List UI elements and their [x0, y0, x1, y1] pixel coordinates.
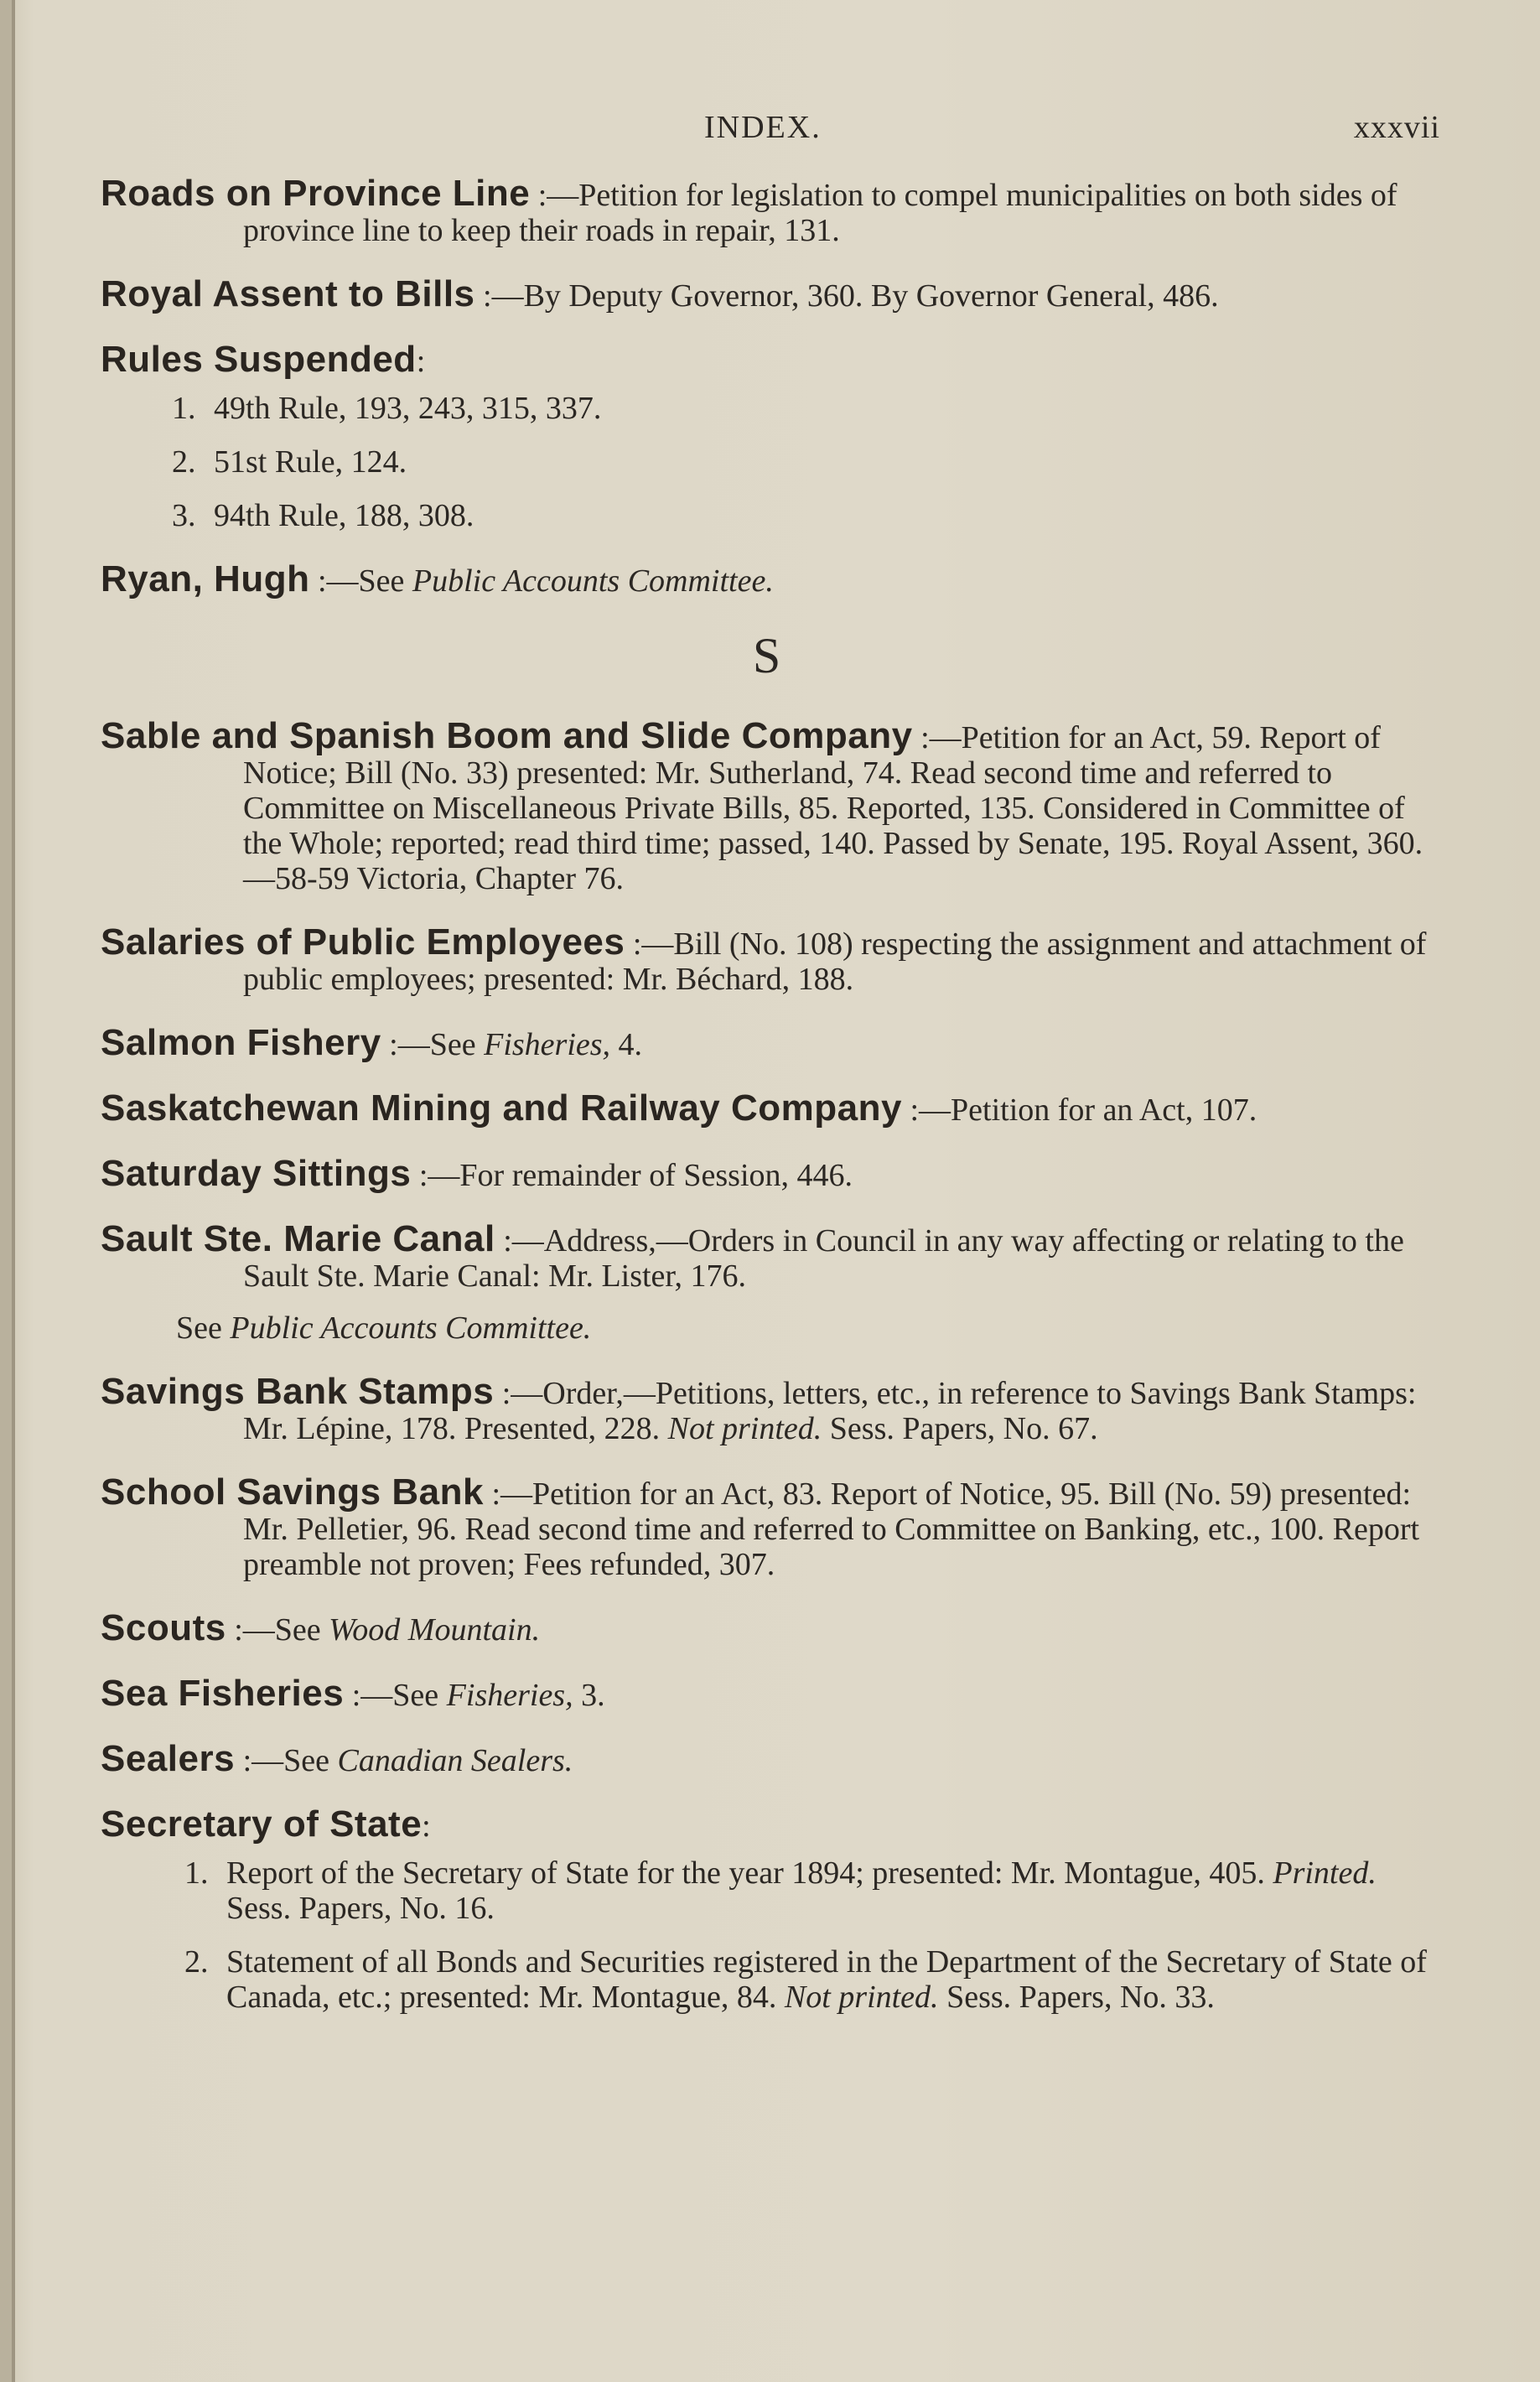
entry-secretary [101, 1803, 1434, 2015]
entry-heading: Sea Fisheries [101, 1673, 345, 1714]
running-head-title: INDEX. [704, 110, 822, 145]
section-letter: S [752, 628, 782, 683]
entry-heading: Scouts [101, 1607, 226, 1648]
entry-heading: School Savings Bank [101, 1471, 484, 1513]
entry-salaries [101, 921, 1434, 997]
entry-sable [101, 715, 1434, 896]
entry-text: :—For remainder of Session, 446. [418, 1158, 853, 1193]
entry-text: :—Petition for an Act, 107. [910, 1092, 1257, 1128]
secretary-list [101, 1855, 1434, 2015]
item-number: 1. [184, 1855, 209, 1891]
list-item [101, 1855, 1434, 1926]
page-number: xxxvii [1353, 110, 1440, 145]
entry-text: :—See [351, 1678, 439, 1713]
item-text: 51st Rule, 124. [214, 444, 407, 480]
entry-text: :—Address,—Orders in Council in any way affecting or relating to the Sault Ste. Marie Canal: Mr. Lister, 176. [243, 1223, 1404, 1294]
item-text: Report of the Secretary of State for the year 1894; presented: Mr. Montague, 405. [226, 1855, 1265, 1891]
entry-royal-assent [101, 273, 1434, 314]
binding-gutter [0, 0, 12, 2382]
entry-heading: Sealers [101, 1738, 236, 1779]
entry-text-after: 3. [573, 1678, 605, 1713]
see-reference: Fisheries, [484, 1027, 611, 1062]
see-reference: Public Accounts Committee. [230, 1310, 592, 1346]
entry-sealers [101, 1738, 1434, 1779]
entry-text-after: Sess. Papers, No. 67. [822, 1411, 1098, 1446]
entry-heading: Salmon Fishery [101, 1022, 381, 1063]
entry-text: :—Petition for an Act, 83. Report of Notice, 95. Bill (No. 59) presented: Mr. Pelletier, 96. Read second time and referred to Committee on Banking, etc., 100. Report preamble not proven; Fees refunded, 307. [243, 1476, 1420, 1582]
entry-heading: Sable and Spanish Boom and Slide Company [101, 715, 913, 756]
page-content [101, 109, 1440, 2043]
entry-heading: Sault Ste. Marie Canal [101, 1218, 495, 1259]
see-reference: Fisheries, [446, 1678, 573, 1713]
italic-note: Not printed. [667, 1411, 822, 1446]
item-text: Statement of all Bonds and Securities registered in the Department of the Secretary of State of Canada, etc.; presented: Mr. Montague, 84. [226, 1944, 1427, 2015]
entry-heading: Salaries of Public Employees [101, 921, 625, 963]
entry-salmon [101, 1022, 1434, 1063]
entry-text: :—See [242, 1743, 330, 1778]
entry-sea-fisheries [101, 1673, 1434, 1714]
entry-savings-stamps [101, 1371, 1434, 1446]
entry-school-savings [101, 1471, 1434, 1582]
see-reference: Canadian Sealers. [337, 1743, 573, 1778]
item-text-after: Sess. Papers, No. 16. [226, 1891, 495, 1926]
entry-text: :—See [389, 1027, 476, 1062]
entry-text: :—Petition for an Act, 59. Report of Notice; Bill (No. 33) presented: Mr. Sutherland, 74. Read second time and referred to Committee on Miscellaneous Private Bills, 85. Reported, 135. Considered in Committee of the Whole; reported; read third time; passed, 140. Passed by Senate, 195. Royal Assent, 360.—58-59 Victoria, Chapter 76. [243, 720, 1423, 896]
item-text-after: Sess. Papers, No. 33. [938, 1980, 1215, 2015]
entry-heading: Royal Assent to Bills [101, 273, 475, 314]
see-reference: Wood Mountain. [329, 1612, 541, 1648]
rules-list [101, 391, 1434, 533]
list-item [101, 1944, 1434, 2015]
entry-heading: Secretary of State [101, 1803, 423, 1845]
entry-ryan [101, 558, 1434, 599]
item-number: 1. [172, 391, 196, 426]
entry-sault [101, 1218, 1434, 1294]
running-head [101, 109, 1440, 159]
sault-see-line [176, 1310, 1434, 1346]
entry-rules-suspended [101, 339, 1434, 533]
entry-saturday [101, 1153, 1434, 1194]
item-text: 94th Rule, 188, 308. [214, 498, 474, 533]
entry-heading: Savings Bank Stamps [101, 1371, 495, 1412]
entry-colon: : [422, 1809, 431, 1844]
entry-heading: Rules Suspended [101, 339, 417, 380]
entry-text: :—See [317, 563, 405, 599]
entry-text: :—See [234, 1612, 321, 1648]
binding-edge [12, 0, 15, 2382]
entry-saskatchewan [101, 1087, 1434, 1129]
entry-text: :—Petition for legislation to compel municipalities on both sides of province line to keep their roads in repair, 131. [243, 178, 1397, 248]
list-item [101, 498, 1434, 533]
list-item [101, 391, 1434, 426]
entry-scouts [101, 1607, 1434, 1648]
entry-text-after: 4. [610, 1027, 643, 1062]
item-number: 2. [184, 1944, 209, 1980]
item-number: 2. [172, 444, 196, 480]
item-text-wrap [226, 1855, 1434, 1926]
item-text: 49th Rule, 193, 243, 315, 337. [214, 391, 602, 426]
entry-heading: Saturday Sittings [101, 1153, 412, 1194]
see-reference: Public Accounts Committee. [412, 563, 774, 599]
see-prefix: See [176, 1310, 222, 1346]
entry-heading: Saskatchewan Mining and Railway Company [101, 1087, 902, 1129]
item-number: 3. [172, 498, 196, 533]
entry-text: :—Order,—Petitions, letters, etc., in reference to Savings Bank Stamps: Mr. Lépine, 178. Presented, 228. [243, 1376, 1417, 1446]
italic-note: Not printed. [784, 1980, 939, 2015]
entry-heading: Roads on Province Line [101, 173, 531, 214]
item-text-wrap [226, 1944, 1434, 2015]
entry-text: :—Bill (No. 108) respecting the assignment and attachment of public employees; presented: Mr. Béchard, 188. [243, 926, 1427, 997]
list-item [101, 444, 1434, 480]
entry-roads [101, 173, 1434, 248]
entry-heading: Ryan, Hugh [101, 558, 310, 599]
entry-text: :—By Deputy Governor, 360. By Governor General, 486. [483, 278, 1219, 314]
entry-colon: : [416, 344, 426, 379]
italic-note: Printed. [1273, 1855, 1377, 1891]
